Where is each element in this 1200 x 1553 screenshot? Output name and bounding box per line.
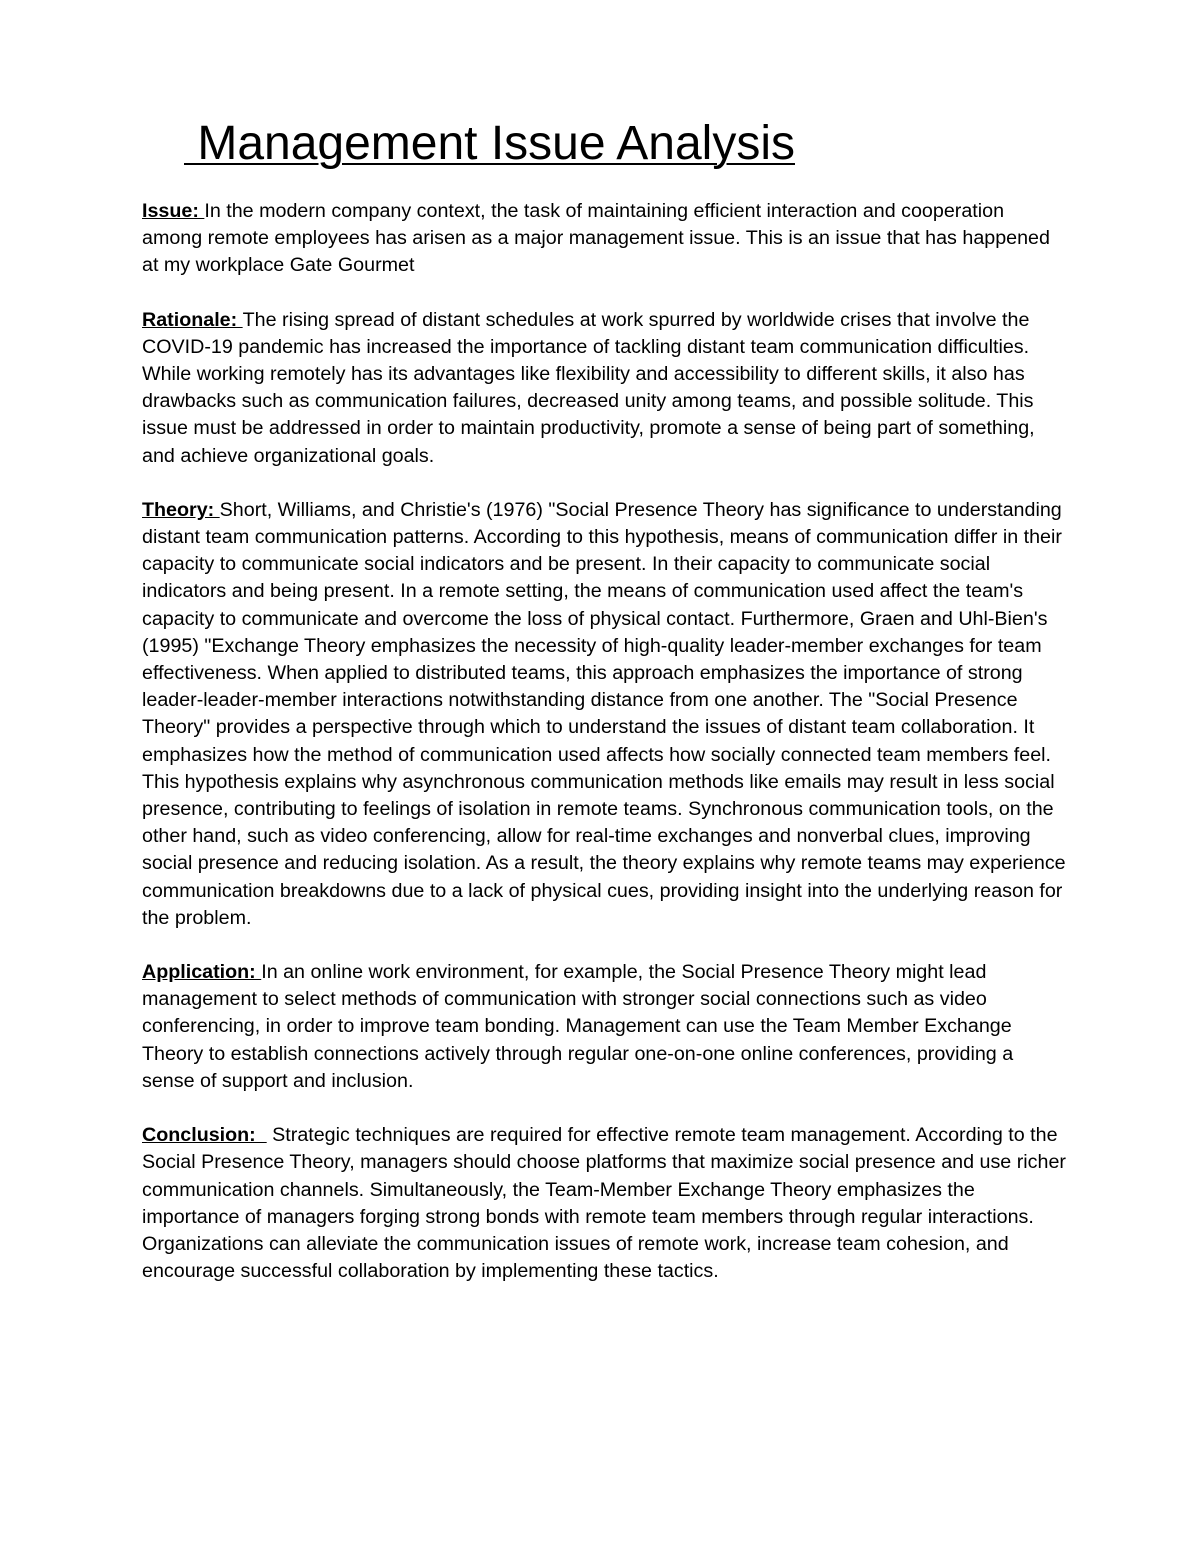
section-label-issue: Issue: — [142, 200, 205, 222]
section-text-conclusion: Strategic techniques are required for effective remote team management. According to the Social Presence Theory, managers should choose platforms that maximize social presence and use richer communication channels. Simultaneously, the Team-Member Exchange Theory emphasizes the importance of managers forging strong bonds with remote team members through regular interactions. Organizations can alleviate the communication issues of remote work, increase team cohesion, and encourage successful collaboration by implementing these tactics. — [142, 1124, 1066, 1283]
section-text-application: In an online work environment, for example, the Social Presence Theory might lead management to select methods of communication with stronger social connections such as video conferencing, in order to improve team bonding. Management can use the Team Member Exchange Theory to establish connections actively through regular one-on-one online conferences, providing a sense of support and inclusion. — [142, 961, 1014, 1092]
section-application — [142, 959, 1067, 1095]
section-label-application: Application: — [142, 961, 262, 984]
section-text-theory: Short, Williams, and Christie's (1976) "Social Presence Theory has significance to understanding distant team communication patterns. According to this hypothesis, means of communication differ in their capacity to communicate social indicators and be present. In their capacity to communicate social indicators and being present. In a remote setting, the means of communication used affect the team's capacity to communicate and overcome the loss of physical contact. Furthermore, Graen and Uhl-Bien's (1995) "Exchange Theory emphasizes the necessity of high-quality leader-member exchanges for team effectiveness. When applied to distributed teams, this approach emphasizes the importance of strong leader-leader-member interactions notwithstanding distance from one another. The "Social Presence Theory" provides a perspective through which to understand the issues of distant team collaboration. It emphasizes how the method of communication used affects how socially connected team members feel. This hypothesis explains why asynchronous communication methods like emails may result in less social presence, contributing to feelings of isolation in remote teams. Synchronous communication tools, on the other hand, such as video conferencing, allow for real-time exchanges and nonverbal clues, improving social presence and reducing isolation. As a result, the theory explains why remote teams may experience communication breakdowns due to a lack of physical cues, providing insight into the underlying reason for the problem. — [142, 498, 1066, 929]
section-text-rationale: The rising spread of distant schedules at work spurred by worldwide crises that involve the COVID-19 pandemic has increased the importance of tackling distant team communication difficulties. While working remotely has its advantages like flexibility and accessibility to different skills, it also has drawbacks such as communication failures, decreased unity among teams, and possible solitude. This issue must be addressed in order to maintain productivity, promote a sense of being part of something, and achieve organizational goals. — [142, 308, 1035, 467]
section-theory — [142, 497, 1067, 932]
section-issue — [142, 198, 1067, 280]
section-rationale — [142, 307, 1067, 470]
document-body — [142, 198, 1067, 1312]
section-label-rationale: Rationale: — [142, 308, 243, 331]
section-label-theory: Theory: — [142, 498, 220, 521]
document-title: Management Issue Analysis — [184, 117, 795, 170]
section-text-issue: In the modern company context, the task of maintaining efficient interaction and cooperation among remote employees has arisen as a major management issue. This is an issue that has happened at my workplace Gate Gourmet — [142, 200, 1050, 277]
section-conclusion — [142, 1122, 1067, 1285]
section-label-conclusion: Conclusion: — [142, 1124, 267, 1147]
